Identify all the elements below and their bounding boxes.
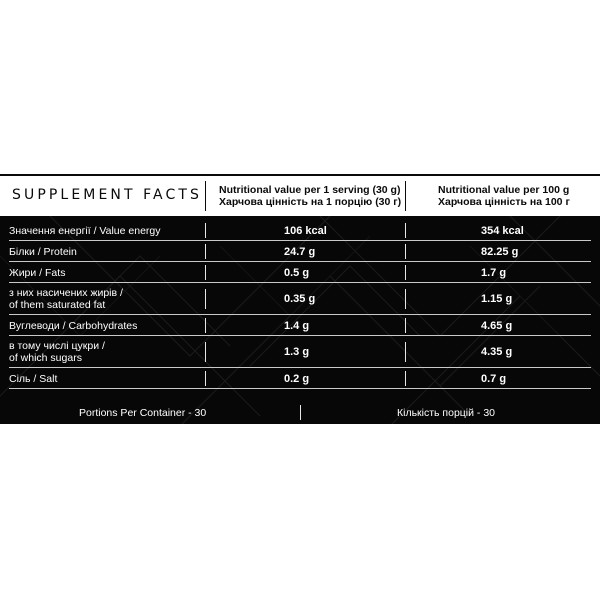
per-100g-value: 4.35 g: [481, 346, 513, 358]
row-label-line: в тому числі цукри /: [9, 340, 105, 352]
per-serving-value: 24.7 g: [284, 246, 316, 258]
column-header-per-serving: [219, 184, 401, 208]
table-row: [0, 262, 600, 283]
cell-divider: [205, 265, 206, 280]
per-serving-value: 106 kcal: [284, 225, 327, 237]
row-label-line: Значення енергії / Value energy: [9, 225, 161, 237]
per-100g-value: 1.15 g: [481, 293, 513, 305]
cell-divider: [405, 265, 406, 280]
per-serving-value: 0.35 g: [284, 293, 316, 305]
facts-title: SUPPLEMENT FACTS: [12, 187, 202, 203]
portions-footer: [0, 402, 600, 422]
cell-divider: [405, 289, 406, 309]
row-label-line: Жири / Fats: [9, 267, 66, 279]
per-100g-value: 354 kcal: [481, 225, 524, 237]
row-label: [9, 225, 161, 237]
row-label-line: of them saturated fat: [9, 299, 106, 311]
portions-count-ua: Кількість порцій - 30: [397, 407, 496, 419]
facts-header: [0, 176, 600, 216]
column-header-per-100g: [438, 184, 570, 208]
nutrition-rows: [0, 220, 600, 389]
cell-divider: [205, 223, 206, 238]
row-label: [9, 373, 57, 385]
per-serving-value: 0.5 g: [284, 267, 310, 279]
cell-divider: [205, 318, 206, 333]
column-header-per-serving-en: Nutritional value per 1 serving (30 g): [219, 184, 401, 196]
cell-divider: [205, 342, 206, 362]
table-row: [0, 368, 600, 389]
per-100g-value: 4.65 g: [481, 320, 513, 332]
cell-divider: [205, 371, 206, 386]
table-row: [0, 283, 600, 315]
header-divider: [405, 181, 406, 211]
cell-divider: [405, 223, 406, 238]
per-100g-value: 82.25 g: [481, 246, 519, 258]
cell-divider: [405, 371, 406, 386]
per-100g-value: 1.7 g: [481, 267, 507, 279]
per-serving-value: 1.4 g: [284, 320, 310, 332]
cell-divider: [205, 244, 206, 259]
row-label-line: Білки / Protein: [9, 246, 77, 258]
row-label: [9, 246, 77, 258]
column-header-per-100g-en: Nutritional value per 100 g: [438, 184, 570, 196]
row-label: [9, 320, 137, 332]
per-serving-value: 1.3 g: [284, 346, 310, 358]
footer-divider: [300, 405, 301, 420]
facts-table-body: [0, 216, 600, 424]
row-label-line: Вуглеводи / Carbohydrates: [9, 320, 138, 332]
table-row: [0, 220, 600, 241]
table-row: [0, 315, 600, 336]
column-header-per-serving-ua: Харчова цінність на 1 порцію (30 г): [219, 196, 402, 208]
cell-divider: [405, 342, 406, 362]
cell-divider: [405, 244, 406, 259]
supplement-facts-panel: [0, 174, 600, 424]
row-label-line: of which sugars: [9, 352, 82, 364]
header-divider: [205, 181, 206, 211]
row-label-line: з них насичених жирів /: [9, 287, 123, 299]
cell-divider: [205, 289, 206, 309]
per-100g-value: 0.7 g: [481, 373, 507, 385]
row-label-line: Сіль / Salt: [9, 373, 58, 385]
row-divider: [9, 388, 591, 389]
cell-divider: [405, 318, 406, 333]
row-label: [9, 267, 65, 279]
row-label: [9, 287, 123, 311]
table-row: [0, 336, 600, 368]
per-serving-value: 0.2 g: [284, 373, 310, 385]
table-row: [0, 241, 600, 262]
portions-per-container: Portions Per Container - 30: [79, 407, 207, 419]
row-label: [9, 340, 105, 364]
column-header-per-100g-ua: Харчова цінність на 100 г: [438, 196, 570, 208]
